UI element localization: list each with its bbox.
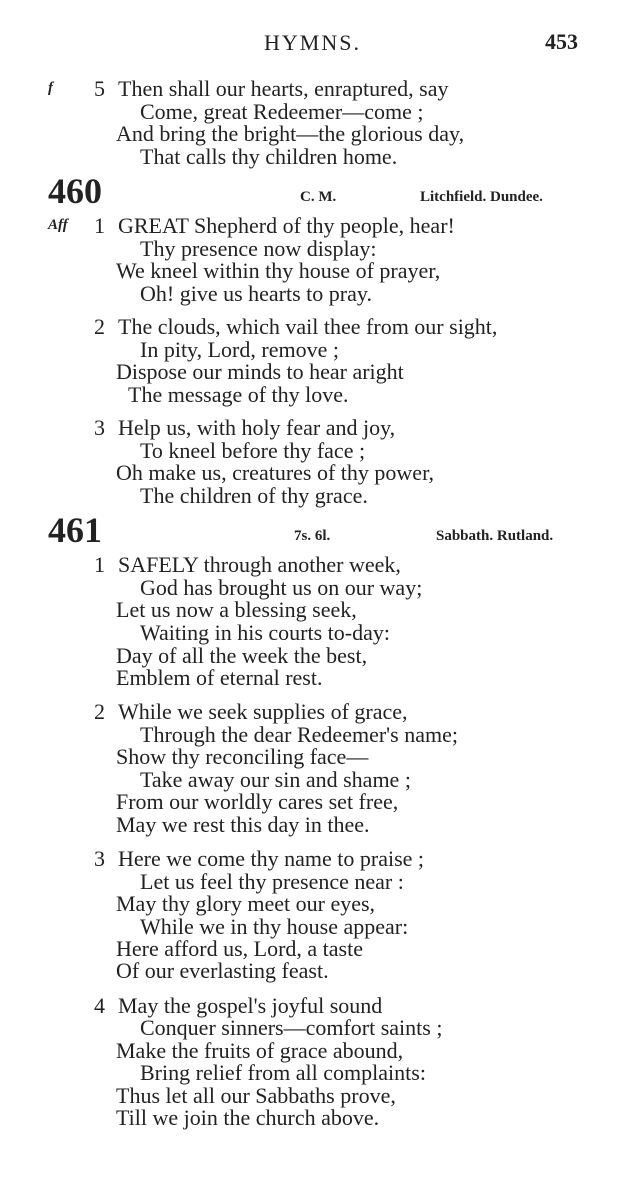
verse-line: Oh make us, creatures of thy power,	[116, 460, 435, 485]
verse-line: Here we come thy name to praise ;	[118, 846, 425, 871]
verse-line: The children of thy grace.	[140, 483, 368, 508]
verse-line: Here afford us, Lord, a taste	[116, 936, 363, 961]
dynamic-mark: Aff	[48, 217, 68, 233]
verse-line: To kneel before thy face ;	[140, 438, 366, 463]
verse-line: Make the fruits of grace abound,	[116, 1038, 404, 1063]
verse-line: God has brought us on our way;	[140, 575, 423, 600]
verse-line: Day of all the week the best,	[116, 643, 368, 668]
verse-line: Thus let all our Sabbaths prove,	[116, 1083, 396, 1108]
verse-line: Show thy reconciling face—	[116, 744, 369, 769]
verse-number: 3	[94, 846, 105, 871]
verse-number: 1	[94, 552, 105, 577]
verse-line: While we in thy house appear:	[140, 914, 409, 939]
verse-line: Thy presence now display:	[140, 236, 377, 261]
verse-line: The clouds, which vail thee from our sight,	[118, 314, 498, 339]
verse-line: Take away our sin and shame ;	[140, 767, 411, 792]
verse-line: Oh! give us hearts to pray.	[140, 281, 372, 306]
verse-line: May thy glory meet our eyes,	[116, 891, 376, 916]
verse-line: In pity, Lord, remove ;	[140, 337, 339, 362]
verse-line: May the gospel's joyful sound	[118, 993, 383, 1018]
verse-line: Bring relief from all complaints:	[140, 1060, 426, 1085]
verse-line: Emblem of eternal rest.	[116, 665, 323, 690]
verse-line: GREAT Shepherd of thy people, hear!	[118, 213, 455, 238]
verse-line: May we rest this day in thee.	[116, 812, 370, 837]
hymn-tunes: Sabbath. Rutland.	[436, 528, 554, 544]
hymn-meter: C. M.	[300, 189, 337, 205]
verse-number: 2	[94, 314, 105, 339]
verse-line: The message of thy love.	[128, 382, 349, 407]
verse-number: 5	[94, 76, 105, 101]
hymn-number: 461	[48, 510, 102, 550]
hymn-meter: 7s. 6l.	[294, 528, 331, 544]
verse-line: That calls thy children home.	[140, 144, 398, 169]
verse-line: Of our everlasting feast.	[116, 958, 329, 983]
verse-line: We kneel within thy house of prayer,	[116, 258, 441, 283]
dynamic-mark: f	[48, 80, 53, 96]
verse-line: Through the dear Redeemer's name;	[140, 722, 458, 747]
running-title: HYMNS.	[264, 30, 361, 55]
verse-line: Help us, with holy fear and joy,	[118, 415, 396, 440]
hymn-tunes: Litchfield. Dundee.	[420, 189, 543, 205]
verse-number: 1	[94, 213, 105, 238]
verse-line: And bring the bright—the glorious day,	[116, 121, 465, 146]
verse-line: While we seek supplies of grace,	[118, 699, 408, 724]
verse-line: From our worldly cares set free,	[116, 789, 399, 814]
hymn-number: 460	[48, 171, 102, 211]
verse-number: 2	[94, 699, 105, 724]
verse-line: Till we join the church above.	[116, 1105, 380, 1130]
verse-line: Come, great Redeemer—come ;	[140, 99, 424, 124]
verse-number: 3	[94, 415, 105, 440]
verse-line: Waiting in his courts to-day:	[140, 620, 390, 645]
verse-line: Dispose our minds to hear aright	[116, 359, 404, 384]
verse-line: Let us now a blessing seek,	[116, 597, 357, 622]
verse-number: 4	[94, 993, 105, 1018]
page-number: 453	[545, 29, 578, 54]
verse-line: SAFELY through another week,	[118, 552, 401, 577]
verse-line: Let us feel thy presence near :	[140, 869, 404, 894]
verse-line: Conquer sinners—comfort saints ;	[140, 1015, 443, 1040]
verse-line: Then shall our hearts, enraptured, say	[118, 76, 449, 101]
